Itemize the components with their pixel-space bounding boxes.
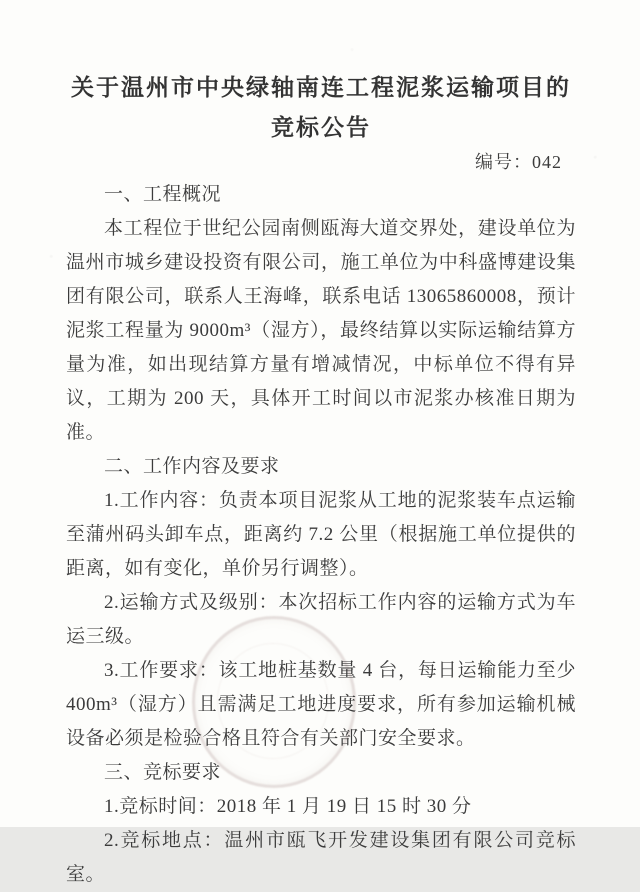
paragraph-project-overview: 本工程位于世纪公园南侧瓯海大道交界处，建设单位为温州市城乡建设投资有限公司，施工单位为中科盛博建设集团有限公司，联系人王海峰，联系电话 13065860008，预计泥浆工程量为 9000m³（湿方），最终结算以实际运输结算方量为准，如出现结算方量有增减情况，中标单位不得有异议，工期为 200 天，具体开工时间以市泥浆办核准日期为准。 <box>66 218 576 443</box>
paragraph-transport-mode: 2.运输方式及级别：本次招标工作内容的运输方式为车运三级。 <box>66 592 576 647</box>
document-body <box>66 178 576 892</box>
document-title-line1: 关于温州市中央绿轴南连工程泥浆运输项目的 <box>71 75 571 100</box>
section-heading-work-content: 二、工作内容及要求 <box>104 456 280 477</box>
section-heading-project-overview: 一、工程概况 <box>104 184 222 205</box>
document-number: 编号：042 <box>475 152 562 172</box>
paragraph-bid-time: 1.竞标时间：2018 年 1 月 19 日 15 时 30 分 <box>104 796 472 817</box>
paragraph-bid-location: 2.竞标地点：温州市瓯飞开发建设集团有限公司竞标室。 <box>66 830 576 885</box>
section-heading-bid-requirements: 三、竞标要求 <box>104 762 222 783</box>
paragraph-work-content: 1.工作内容：负责本项目泥浆从工地的泥浆装车点运输至蒲州码头卸车点，距离约 7.2 公里（根据施工单位提供的距离，如有变化，单价另行调整）。 <box>66 490 576 579</box>
document-title <box>66 68 576 148</box>
document-title-line2: 竞标公告 <box>271 115 371 140</box>
paragraph-work-requirements: 3.工作要求：该工地桩基数量 4 台，每日运输能力至少 400m³（湿方）且需满足工地进度要求，所有参加运输机械设备必须是检验合格且符合有关部门安全要求。 <box>66 660 576 749</box>
